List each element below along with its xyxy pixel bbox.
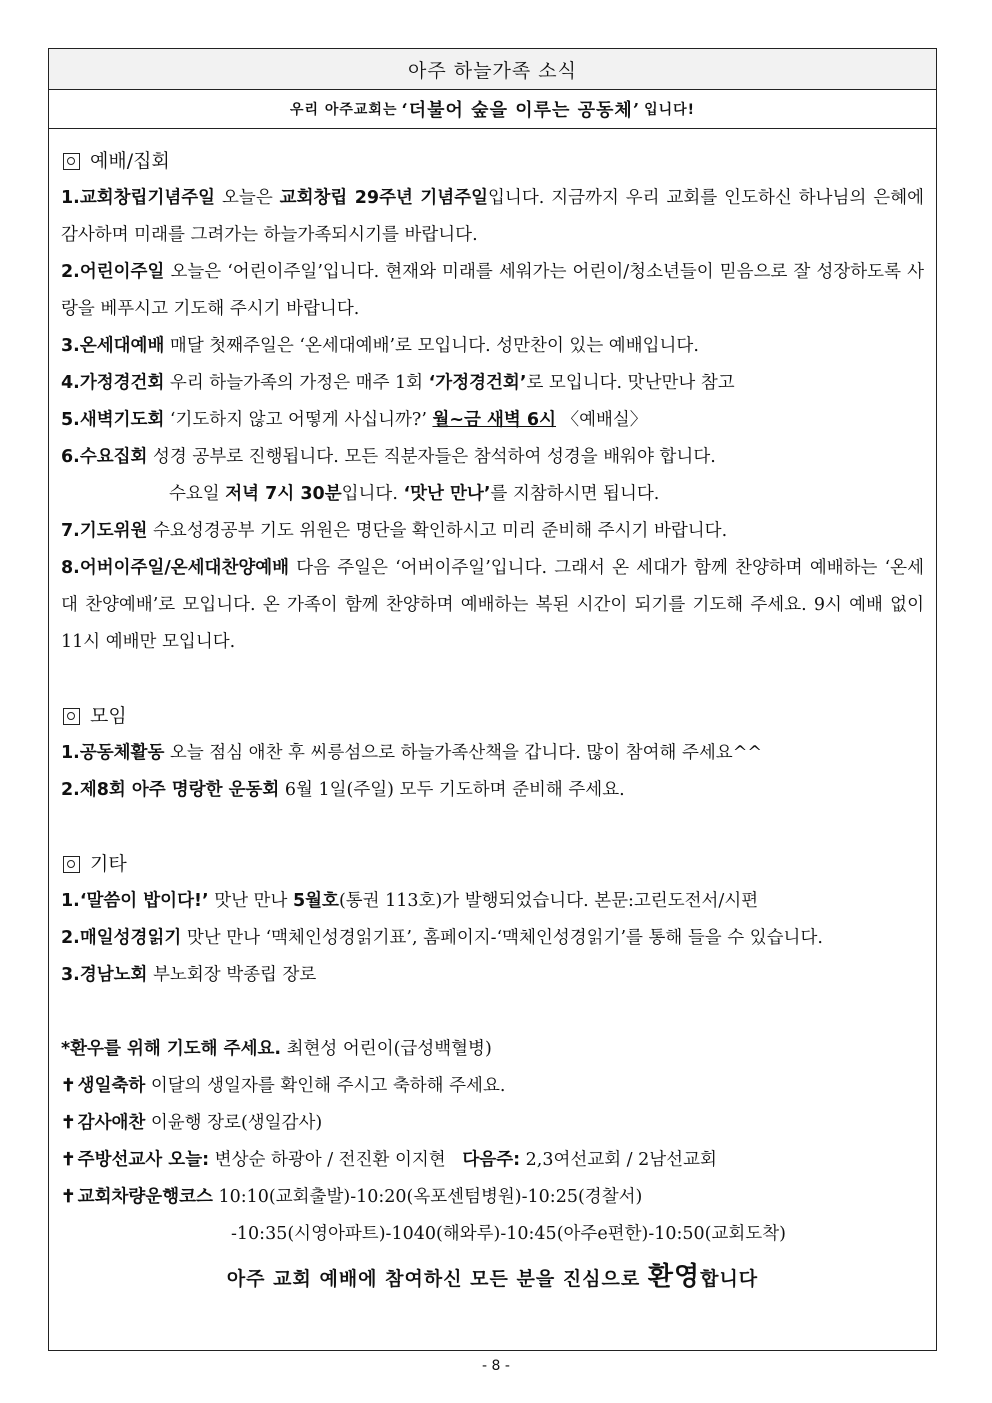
item-text: 수요성경공부 기도 위원은 명단을 확인하시고 미리 준비해 주시기 바랍니다. — [147, 521, 728, 541]
item-bold: 저녁 7시 30분 — [225, 484, 342, 504]
item-bold: 월~금 새벽 6시 — [432, 410, 557, 430]
cross-icon: ✝ — [61, 1150, 76, 1170]
birthday-notice — [61, 1068, 924, 1105]
item-text: 매달 첫째주일은 ‘온세대예배’로 모입니다. 성만찬이 있는 예배입니다. — [164, 336, 699, 356]
cross-icon: ✝ — [61, 1113, 76, 1133]
section-etc-heading — [61, 846, 924, 883]
item-text: 오늘은 — [215, 188, 280, 208]
item-text: 변상순 하광아 / 전진환 이지현 — [209, 1150, 446, 1170]
item-text: 이윤행 장로(생일감사) — [145, 1113, 323, 1133]
item-text: (통권 113호)가 발행되었습니다. 본문:고린도전서/시편 — [338, 891, 759, 911]
worship-item-6-line2 — [61, 476, 924, 513]
section-title: 기타 — [90, 853, 127, 875]
section-bullet-icon — [63, 708, 80, 725]
section-meeting-heading — [61, 698, 924, 735]
item-text: 맛난 만나 ‘맥체인성경읽기표’, 홈페이지-‘맥체인성경읽기’를 통해 들을 수 있습니다. — [181, 928, 823, 948]
item-bold: 다음주: — [462, 1150, 521, 1170]
spacer — [61, 661, 924, 698]
item-label: 7.기도위원 — [61, 521, 148, 541]
worship-item-5 — [61, 402, 924, 439]
thanks-notice — [61, 1105, 924, 1142]
spacer — [61, 809, 924, 846]
section-bullet-icon — [63, 856, 80, 873]
item-text: 다음 주일은 ‘어버이주일’입니다. 그래서 온 세대가 함께 찬양하며 예배하는 ‘온세대 찬양예배’로 모입니다. 온 가족이 함께 찬양하며 예배하는 복된 시간이 되기를 기도해 주세요. 9시 예배 없이 11시 예배만 모입니다. — [61, 558, 924, 652]
page-number: - 8 - — [482, 1358, 510, 1374]
item-text: 수요일 — [169, 484, 226, 504]
spacer — [61, 994, 924, 1031]
motto-pre: 우리 아주교회는 — [289, 102, 398, 118]
item-label: 1.교회창립기념주일 — [61, 188, 216, 208]
motto-emphasis: ‘더불어 숲을 이루는 공동체’ — [401, 100, 641, 121]
item-text: 6월 1일(주일) 모두 기도하며 준비해 주세요. — [279, 780, 625, 800]
item-label: 감사애찬 — [77, 1113, 146, 1133]
worship-item-7 — [61, 513, 924, 550]
item-label: 생일축하 — [77, 1076, 146, 1096]
item-text: 입니다. — [341, 484, 404, 504]
prayer-request — [61, 1031, 924, 1068]
item-text: 우리 하늘가족의 가정은 매주 1회 — [164, 373, 429, 393]
page-title: 아주 하늘가족 소식 — [49, 49, 936, 90]
item-label: 5.새벽기도회 — [61, 410, 165, 430]
etc-item-2 — [61, 920, 924, 957]
item-bold: 5월호 — [292, 891, 339, 911]
item-label: 교회차량운행코스 — [77, 1187, 213, 1207]
worship-item-6 — [61, 439, 924, 476]
item-text: 를 지참하시면 됩니다. — [490, 484, 660, 504]
welcome-message — [61, 1259, 924, 1298]
car-route-line2: -10:35(시영아파트)-1040(해와루)-10:45(아주e편한)-10:50(교회도착) — [231, 1224, 786, 1244]
welcome-text: 아주 교회 예배에 참여하신 모든 분을 진심으로 — [226, 1268, 648, 1290]
worship-item-2 — [61, 254, 924, 328]
item-text: 이달의 생일자를 확인해 주시고 축하해 주세요. — [145, 1076, 506, 1096]
item-label: 1.공동체활동 — [61, 743, 165, 763]
welcome-text: 합니다 — [700, 1268, 759, 1290]
item-label: 주방선교사 — [77, 1150, 163, 1170]
item-label: 8.어버이주일/온세대찬양예배 — [61, 558, 290, 578]
cross-icon: ✝ — [61, 1187, 76, 1207]
worship-item-8 — [61, 550, 924, 661]
section-title: 예배/집회 — [90, 150, 170, 172]
item-bold: 교회창립 29주년 기념주일 — [279, 188, 489, 208]
item-label: 3.온세대예배 — [61, 336, 165, 356]
item-text: 성경 공부로 진행됩니다. 모든 직분자들은 참석하여 성경을 배워야 합니다. — [147, 447, 716, 467]
item-text: 〈예배실〉 — [556, 410, 648, 430]
item-text: 10:10(교회출발)-10:20(옥포센텀병원)-10:25(경찰서) — [212, 1187, 643, 1207]
item-label: 3.경남노회 — [61, 965, 148, 985]
etc-item-1 — [61, 883, 924, 920]
item-text: ‘기도하지 않고 어떻게 사십니까?’ — [164, 410, 433, 430]
worship-item-3 — [61, 328, 924, 365]
item-text: 오늘은 ‘어린이주일’입니다. 현재와 미래를 세워가는 어린이/청소년들이 믿음으로 잘 성장하도록 사랑을 베푸시고 기도해 주시기 바랍니다. — [61, 262, 924, 319]
content — [49, 129, 936, 1298]
meeting-item-1 — [61, 735, 924, 772]
worship-item-4 — [61, 365, 924, 402]
item-label: 6.수요집회 — [61, 447, 148, 467]
section-bullet-icon — [63, 153, 80, 170]
item-bold: ‘맛난 만나’ — [403, 484, 491, 504]
item-text: 최현성 어린이(급성백혈병) — [281, 1039, 492, 1059]
item-text: 오늘 점심 애찬 후 씨릉섬으로 하늘가족산책을 갑니다. 많이 참여해 주세요^^ — [164, 743, 763, 763]
item-text: 맛난 만나 — [208, 891, 293, 911]
car-route-notice — [61, 1179, 924, 1216]
item-bold: ‘가정경건회’ — [428, 373, 527, 393]
etc-item-3 — [61, 957, 924, 994]
item-bold: 오늘: — [162, 1150, 210, 1170]
cross-icon: ✝ — [61, 1076, 76, 1096]
item-label: 2.어린이주일 — [61, 262, 165, 282]
kitchen-notice — [61, 1142, 924, 1179]
item-label: 2.매일성경읽기 — [61, 928, 182, 948]
meeting-item-2 — [61, 772, 924, 809]
motto-post: 입니다! — [644, 102, 696, 118]
item-text: 부노회장 박종립 장로 — [147, 965, 317, 985]
item-label: 4.가정경건회 — [61, 373, 165, 393]
motto-bar — [49, 90, 936, 129]
item-text: 로 모입니다. 맛난만나 참고 — [526, 373, 735, 393]
item-label: 1.‘말씀이 밥이다!’ — [61, 891, 209, 911]
worship-item-1 — [61, 180, 924, 254]
section-title: 모임 — [90, 705, 127, 727]
item-text: 입니다. 지금까지 우리 교회를 인도하신 하나님의 은혜에 감사하며 미래를 그려가는 하늘가족되시기를 바랍니다. — [61, 188, 924, 245]
newsletter-frame — [48, 48, 937, 1351]
section-worship-heading — [61, 143, 924, 180]
item-text: 2,3여선교회 / 2남선교회 — [520, 1150, 717, 1170]
item-label: *환우를 위해 기도해 주세요. — [61, 1039, 282, 1059]
item-label: 2.제8회 아주 명랑한 운동회 — [61, 780, 280, 800]
welcome-emphasis: 환영 — [647, 1262, 701, 1292]
